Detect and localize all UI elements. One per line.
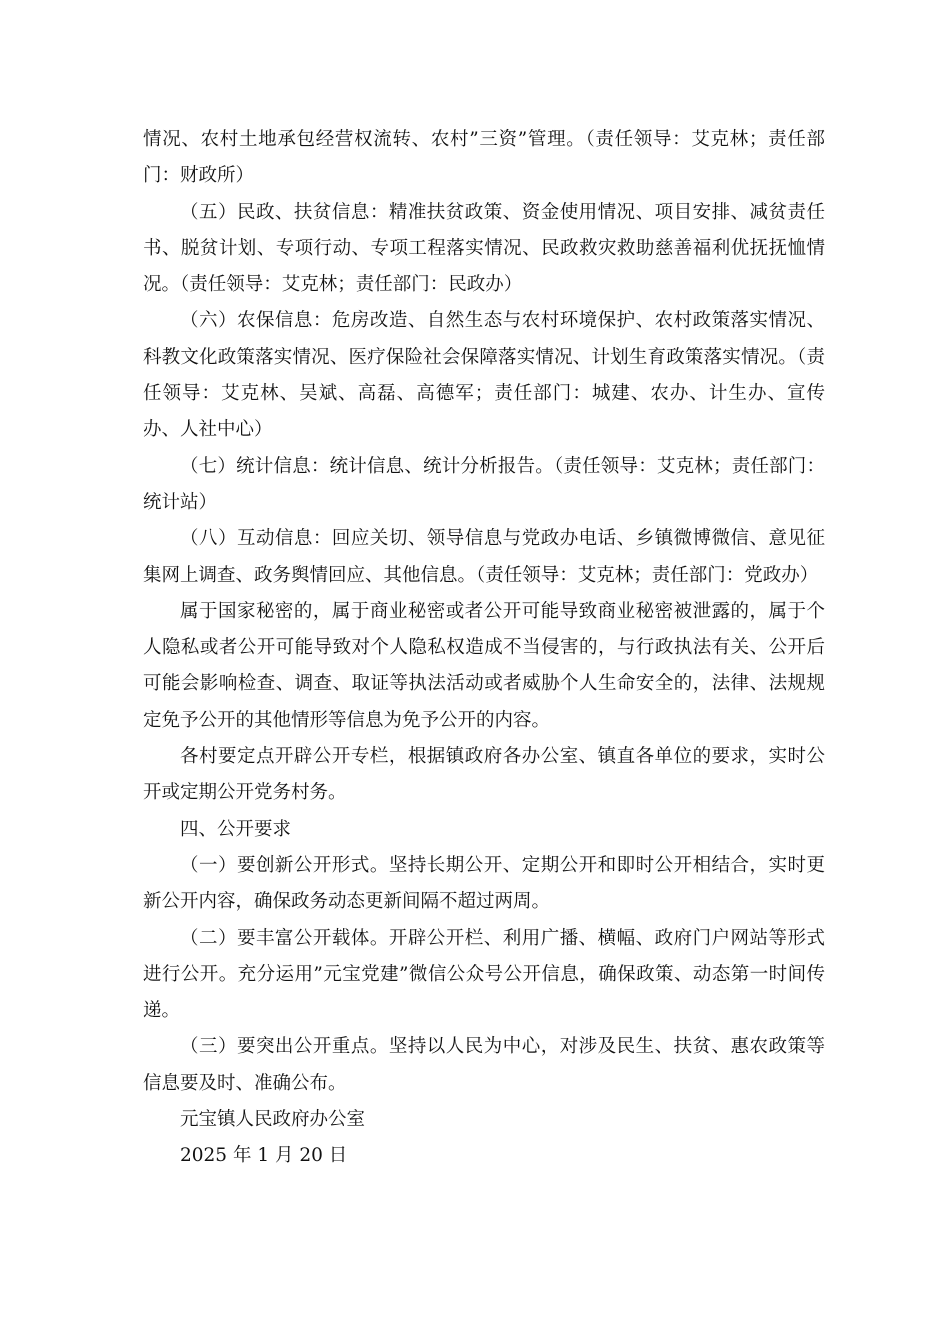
section-heading: 四、公开要求: [180, 818, 292, 840]
paragraph-statistics: （七）统计信息：统计信息、统计分析报告。（责任领导：艾克林；责任部门：统计站）: [143, 455, 825, 513]
paragraph-civil-affairs: （五）民政、扶贫信息：精准扶贫政策、资金使用情况、项目安排、减贫责任书、脱贫计划、专项行动、专项工程落实情况、民政救灾救助慈善福利优抚抚恤情况。（责任领导：艾克林；责任部门：民政办）: [143, 201, 825, 296]
paragraph-requirement-3: （三）要突出公开重点。坚持以人民为中心，对涉及民生、扶贫、惠农政策等信息要及时、准确公布。: [143, 1036, 825, 1094]
paragraph-agriculture: （六）农保信息：危房改造、自然生态与农村环境保护、农村政策落实情况、科教文化政策落实情况、医疗保险社会保障落实情况、计划生育政策落实情况。（责任领导：艾克林、吴斌、高磊、高德军；责任部门：城建、农办、计生办、宣传办、人社中心）: [143, 310, 825, 441]
paragraph-requirement-1: （一）要创新公开形式。坚持长期公开、定期公开和即时公开相结合，实时更新公开内容，确保政务动态更新间隔不超过两周。: [143, 854, 825, 913]
paragraph-continuation: 情况、农村土地承包经营权流转、农村”三资”管理。（责任领导：艾克林；责任部门：财政所）: [143, 129, 825, 187]
paragraph-exemptions: 属于国家秘密的，属于商业秘密或者公开可能导致商业秘密被泄露的，属于个人隐私或者公开可能导致对个人隐私权造成不当侵害的，与行政执法有关、公开后可能会影响检查、调查、取证等执法活动或者威胁个人生命安全的，法律、法规规定免予公开的其他情形等信息为免予公开的内容。: [143, 600, 825, 731]
paragraph-requirement-2: （二）要丰富公开载体。开辟公开栏、利用广播、横幅、政府门户网站等形式进行公开。充分运用”元宝党建”微信公众号公开信息，确保政策、动态第一时间传递。: [143, 927, 825, 1022]
paragraph-village-columns: 各村要定点开辟公开专栏，根据镇政府各办公室、镇直各单位的要求，实时公开或定期公开党务村务。: [143, 746, 825, 804]
document-body: [143, 122, 825, 1175]
signature-date: 2025 年 1 月 20 日: [180, 1145, 348, 1167]
paragraph-interaction: （八）互动信息：回应关切、领导信息与党政办电话、乡镇微博微信、意见征集网上调查、政务舆情回应、其他信息。（责任领导：艾克林；责任部门：党政办）: [143, 528, 825, 586]
signature-organization: 元宝镇人民政府办公室: [180, 1109, 366, 1131]
